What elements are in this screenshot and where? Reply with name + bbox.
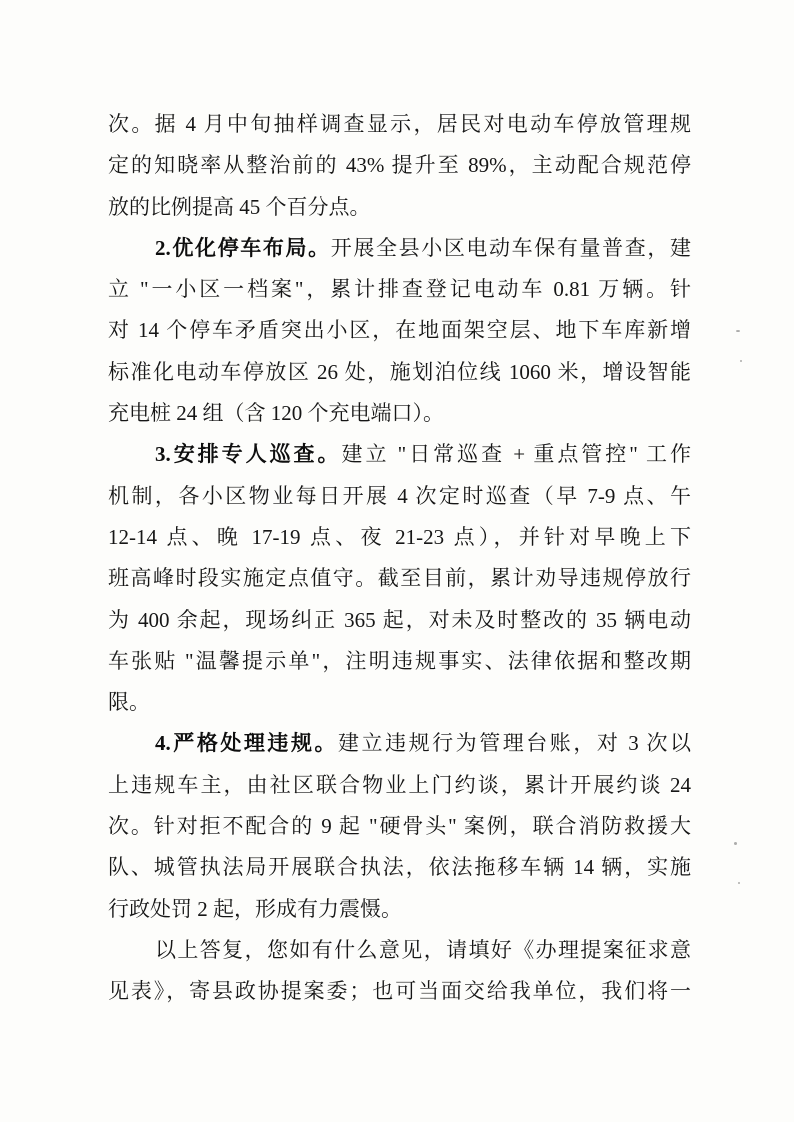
document-body [108,104,691,1013]
text-line: 12-14 点、晚 17-19 点、夜 21-23 点），并针对早晚上下 [108,524,691,549]
text-line: 标准化电动车停放区 26 处，施划泊位线 1060 米，增设智能 [108,359,691,384]
text-line: 机制，各小区物业每日开展 4 次定时巡查（早 7-9 点、午 [108,483,691,508]
text-line: 车张贴 "温馨提示单"，注明违规事实、法律依据和整改期 [108,648,691,673]
text-line-rest: 建立违规行为管理台账，对 3 次以 [338,731,692,756]
paragraph-closing [108,930,691,1013]
text-line: 充电桩 24 组（含 120 个充电端口）。 [108,401,444,426]
text-line: 定的知晓率从整治前的 43% 提升至 89%，主动配合规范停 [108,153,691,178]
scan-speck [736,330,740,332]
text-line: 以上答复，您如有什么意见，请填好《办理提案征求意 [155,937,691,962]
text-line: 见表》，寄县政协提案委；也可当面交给我单位，我们将一 [108,979,691,1004]
scan-speck [734,842,737,845]
text-line [108,434,691,475]
text-line [108,228,691,269]
scan-speck [740,360,742,362]
text-line: 队、城管执法局开展联合执法，依法拖移车辆 14 辆，实施 [108,855,691,880]
section-heading: 4.严格处理违规。 [155,731,339,756]
text-line: 放的比例提高 45 个百分点。 [108,194,371,219]
text-line-rest: 开展全县小区电动车保有量普查，建 [330,235,692,260]
text-line: 上违规车主，由社区联合物业上门约谈，累计开展约谈 24 [108,772,691,797]
text-line: 次。据 4 月中旬抽样调查显示，居民对电动车停放管理规 [108,112,691,136]
paragraph-survey-result [108,104,691,228]
scan-speck [738,882,740,884]
paragraph-violations [108,723,691,929]
text-line [108,723,691,764]
text-line-rest: 建立 "日常巡查 + 重点管控" 工作 [341,442,691,467]
text-line: 为 400 余起，现场纠正 365 起，对未及时整改的 35 辆电动 [108,607,691,632]
section-heading: 2.优化停车布局。 [155,235,331,260]
section-heading: 3.安排专人巡查。 [155,442,342,467]
paragraph-parking-layout [108,228,691,434]
text-line: 立 "一小区一档案"，累计排查登记电动车 0.81 万辆。针 [108,277,691,302]
paragraph-patrol [108,434,691,723]
text-line: 次。针对拒不配合的 9 起 "硬骨头" 案例，联合消防救援大 [108,814,691,839]
text-line: 行政处罚 2 起，形成有力震慑。 [108,896,402,921]
text-line: 对 14 个停车矛盾突出小区，在地面架空层、地下车库新增 [108,318,691,343]
text-line: 班高峰时段实施定点值守。截至目前，累计劝导违规停放行 [108,566,691,591]
text-line: 限。 [108,690,150,715]
